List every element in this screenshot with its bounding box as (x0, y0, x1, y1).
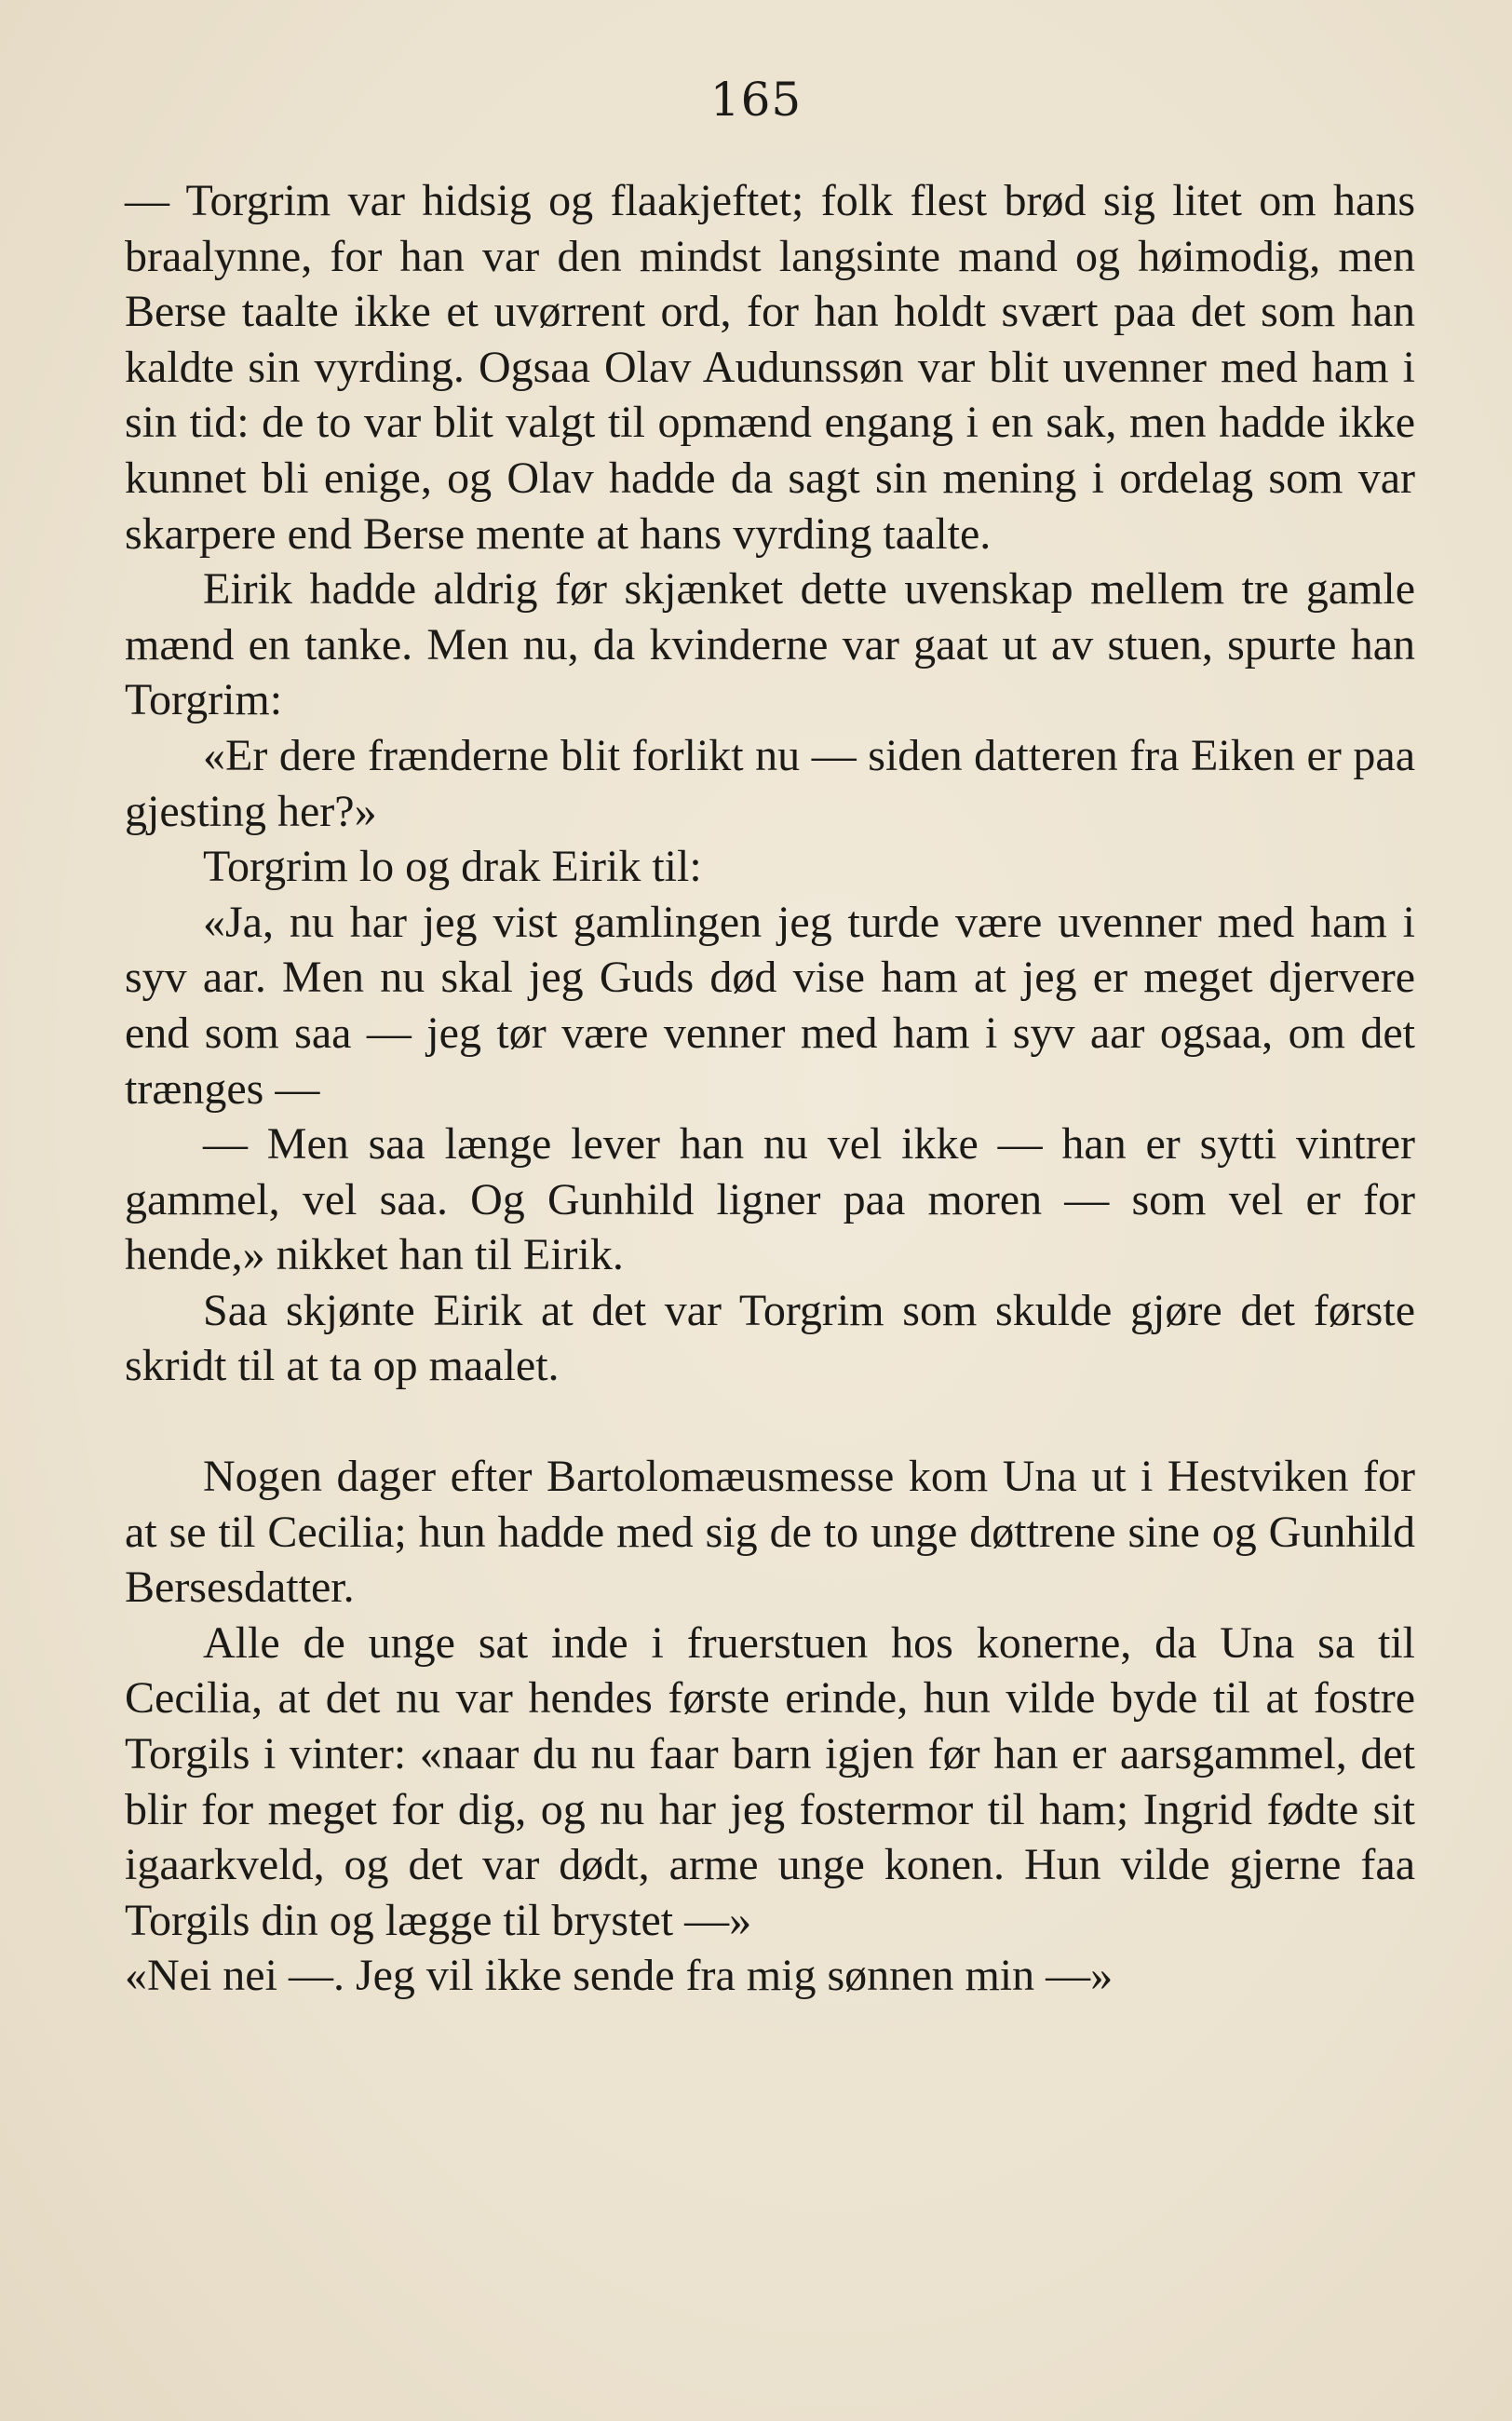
paragraph: Alle de unge sat inde i fruerstuen hos konerne, da Una sa til Cecilia, at det nu var hendes første erinde, hun vilde byde til at fostre Torgils i vinter: «naar du nu faar barn igjen før han er aarsgammel, det blir for meget for dig, og nu har jeg fostermor til ham; Ingrid fødte sit igaarkveld, og det var dødt, arme unge konen. Hun vilde gjerne faa Torgils din og lægge til brystet —» (125, 1617, 1415, 1945)
paragraph: — Men saa længe lever han nu vel ikke — han er sytti vintrer gammel, vel saa. Og Gunhild ligner paa moren — som vel er for hende,» nikket han til Eirik. (125, 1119, 1415, 1280)
paragraph: Torgrim lo og drak Eirik til: (203, 842, 702, 892)
body-text (125, 173, 1415, 2004)
section-break (125, 1394, 1415, 1449)
paragraph: Nogen dager efter Bartolomæusmesse kom Una ut i Hestviken for at se til Cecilia; hun hadde med sig de to unge døttrene sine og Gunhild Bersesdatter. (125, 1452, 1415, 1613)
paragraph: Eirik hadde aldrig før skjænket dette uvenskap mellem tre gamle mænd en tanke. Men nu, da kvinderne var gaat ut av stuen, spurte han Torgrim: (125, 564, 1415, 725)
page-number: 165 (709, 73, 803, 127)
paragraph: «Nei nei —. Jeg vil ikke sende fra mig sønnen min —» (125, 1951, 1114, 2001)
paragraph: «Ja, nu har jeg vist gamlingen jeg turde være uvenner med ham i syv aar. Men nu skal jeg Guds død vise ham at jeg er meget djervere end som saa — jeg tør være venner med ham i syv aar ogsaa, om det trænges — (125, 897, 1415, 1114)
paragraph: — Torgrim var hidsig og flaakjeftet; folk flest brød sig litet om hans braalynne, for han var den mindst langsinte mand og høimodig, men Berse taalte ikke et uvørrent ord, for han holdt svært paa det som han kaldte sin vyrding. Ogsaa Olav Audunssøn var blit uvenner med ham i sin tid: de to var blit valgt til opmænd engang i en sak, men hadde ikke kunnet bli enige, og Olav hadde da sagt sin mening i ordelag som var skarpere end Berse mente at hans vyrding taalte. (125, 176, 1415, 559)
paragraph: Saa skjønte Eirik at det var Torgrim som skulde gjøre det første skridt til at ta op maalet. (125, 1285, 1415, 1391)
paragraph: «Er dere frænderne blit forlikt nu — siden datteren fra Eiken er paa gjesting her?» (125, 730, 1415, 836)
